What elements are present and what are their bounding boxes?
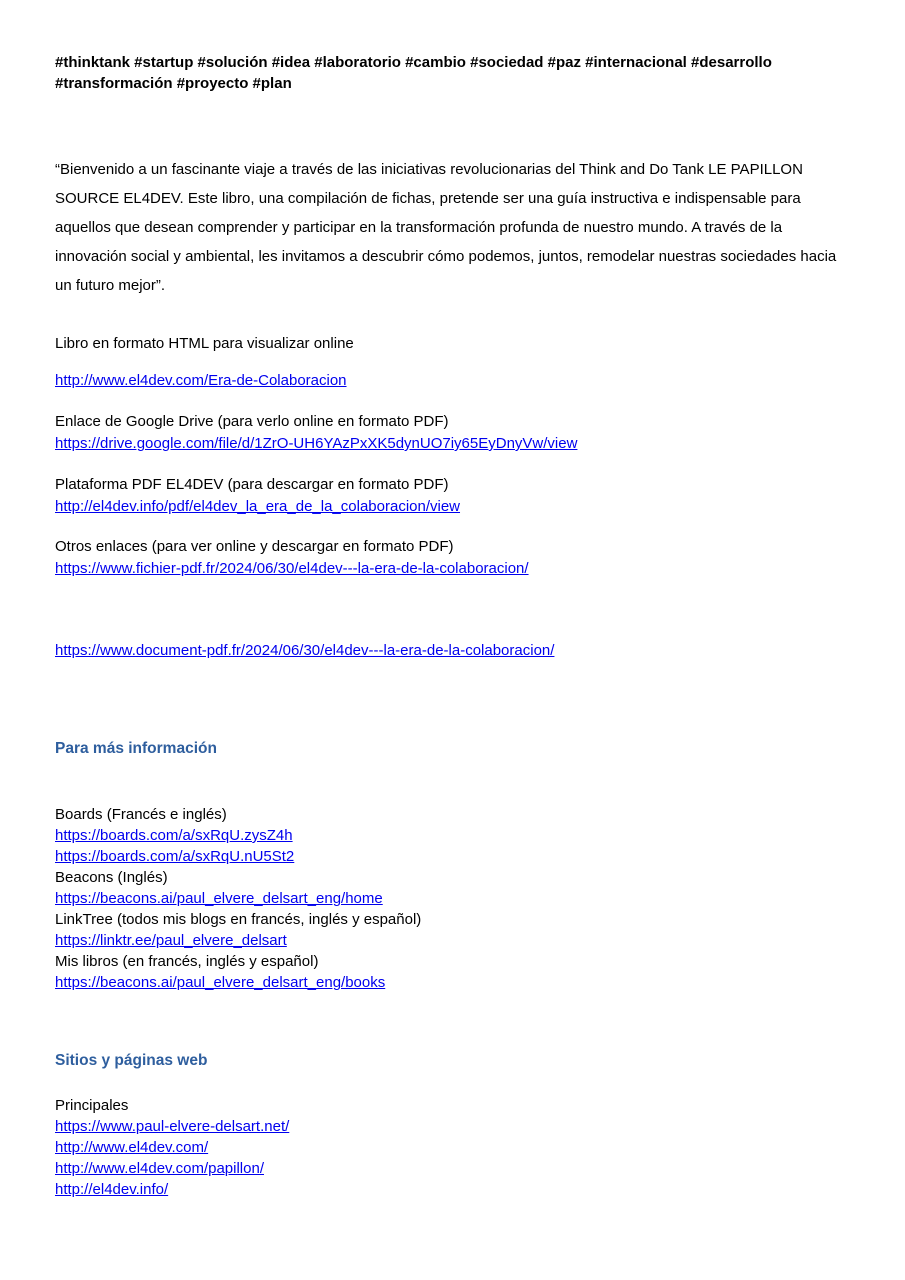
el4dev-info-link[interactable]: http://el4dev.info/ [55,1181,169,1198]
fichier-pdf-link[interactable]: https://www.fichier-pdf.fr/2024/06/30/el4dev---la-era-de-la-colaboracion/ [55,560,529,577]
sites-list [55,1095,850,1200]
principales-label: Principales [55,1097,129,1114]
linktree-label: LinkTree (todos mis blogs en francés, inglés y español) [55,911,422,928]
sites-heading: Sitios y páginas web [55,1052,208,1069]
intro-quote: “Bienvenido a un fascinante viaje a través de las iniciativas revolucionarias del Think and Do Tank LE PAPILLON SOURCE EL4DEV. Este libro, una compilación de fichas, pretende ser una guía instructiva e indispensable para aquellos que desean comprender y participar en la transformación profunda de nuestro mundo. A través de la innovación social y ambiental, les invitamos a descubrir cómo podemos, juntos, remodelar nuestras sociedades hacia un futuro mejor”. [55,161,837,294]
other-links-group [55,536,850,580]
boards-link-2[interactable]: https://boards.com/a/sxRqU.nU5St2 [55,848,295,865]
other-links-label: Otros enlaces (para ver online y descargar en formato PDF) [55,538,454,555]
pdf-platform-group [55,474,850,518]
html-version-label: Libro en formato HTML para visualizar online [55,335,354,352]
linktree-link[interactable]: https://linktr.ee/paul_elvere_delsart [55,932,287,949]
boards-link-1[interactable]: https://boards.com/a/sxRqU.zysZ4h [55,827,293,844]
more-info-list [55,804,850,993]
beacons-home-link[interactable]: https://beacons.ai/paul_elvere_delsart_eng/home [55,890,383,907]
more-info-heading: Para más información [55,740,217,757]
gdrive-link[interactable]: https://drive.google.com/file/d/1ZrO-UH6YAzPxXK5dynUO7iy65EyDnyVw/view [55,435,578,452]
el4dev-com-link[interactable]: http://www.el4dev.com/ [55,1139,209,1156]
el4dev-papillon-link[interactable]: http://www.el4dev.com/papillon/ [55,1160,264,1177]
document-pdf-link[interactable]: https://www.document-pdf.fr/2024/06/30/el4dev---la-era-de-la-colaboracion/ [55,642,555,659]
my-books-label: Mis libros (en francés, inglés y español) [55,953,319,970]
boards-label: Boards (Francés e inglés) [55,806,227,823]
paul-elvere-delsart-link[interactable]: https://www.paul-elvere-delsart.net/ [55,1118,290,1135]
pdf-platform-label: Plataforma PDF EL4DEV (para descargar en formato PDF) [55,476,449,493]
hashtags-text: #thinktank #startup #solución #idea #laboratorio #cambio #sociedad #paz #internacional #desarrollo #transformación #proyecto #plan [55,54,772,92]
beacons-label: Beacons (Inglés) [55,869,168,886]
gdrive-group [55,411,850,455]
pdf-platform-link[interactable]: http://el4dev.info/pdf/el4dev_la_era_de_la_colaboracion/view [55,498,461,515]
html-version-link[interactable]: http://www.el4dev.com/Era-de-Colaboracion [55,372,347,389]
my-books-link[interactable]: https://beacons.ai/paul_elvere_delsart_eng/books [55,974,386,991]
gdrive-label: Enlace de Google Drive (para verlo online en formato PDF) [55,413,449,430]
